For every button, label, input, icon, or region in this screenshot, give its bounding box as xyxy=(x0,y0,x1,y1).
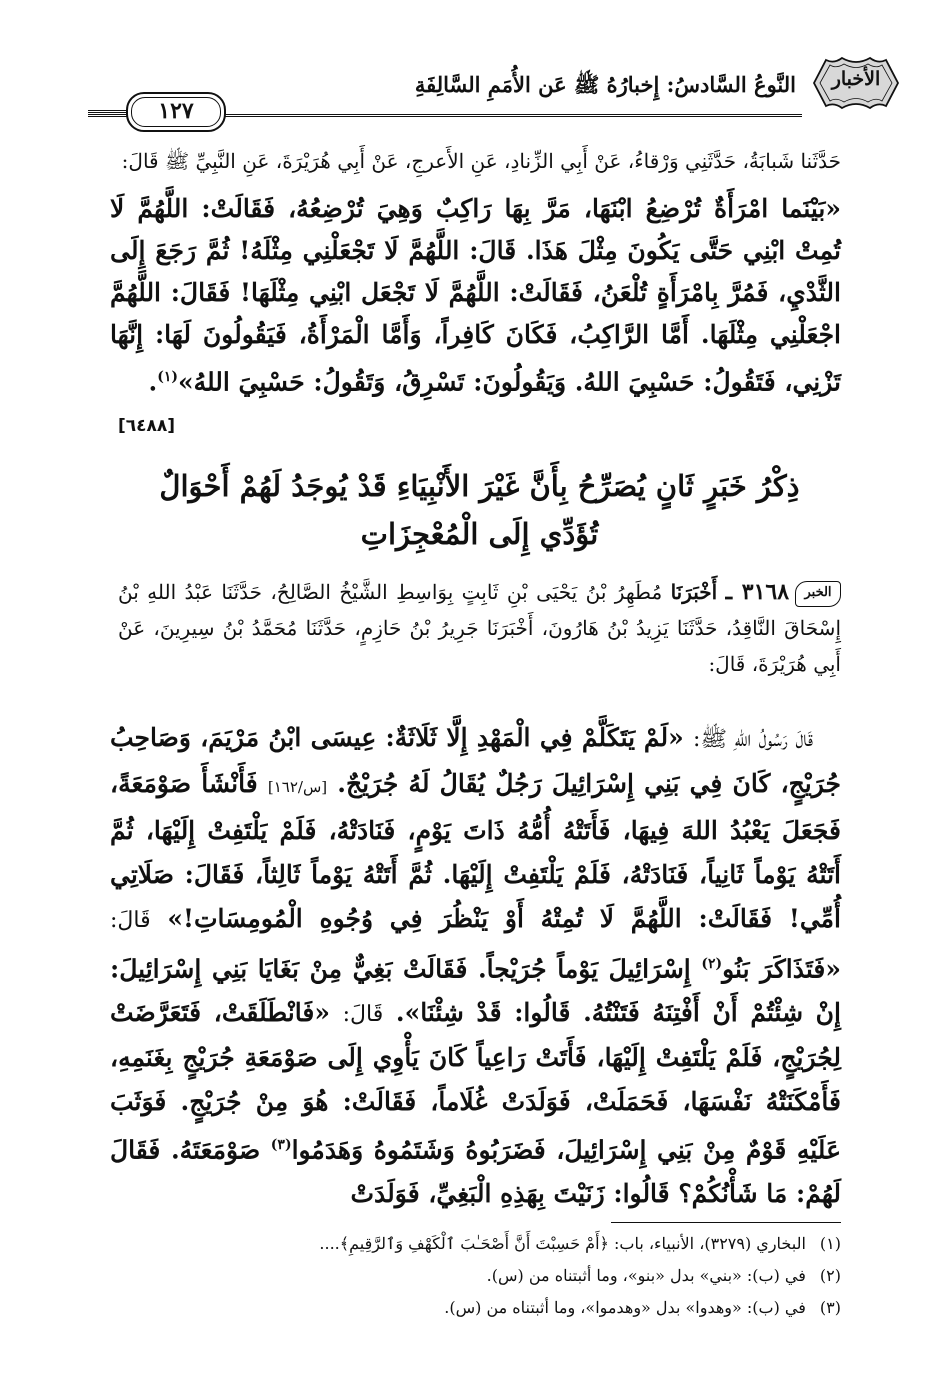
header-left-rule xyxy=(88,110,126,113)
section-badge-icon xyxy=(806,54,906,112)
isnad-paragraph-2 xyxy=(118,574,841,682)
hadith-number: ٣١٦٨ ـ xyxy=(725,579,790,605)
matn-d: إِسْرَائِيلَ يَوْماً جُرَيْجاً. فَقَالَتْ بَغِيٌّ مِنْ بَغَايَا بَنِي إِسْرَائِيلَ: إِنْ شِئْتُمْ أَنْ أَفْتِنَهُ فَتَنْتُهُ. قَالُوا: قَدْ شِئْنَا». xyxy=(110,953,841,1027)
footnote-number: (١) xyxy=(819,1234,841,1253)
matn-end: . xyxy=(148,367,158,397)
section-badge-label: الأخبار xyxy=(831,68,881,90)
hadith-marker-icon: الخبر xyxy=(795,581,841,607)
footnotes xyxy=(118,1228,841,1324)
footnote-text: البخاري (٣٢٧٩)، الأنبياء، باب: ﴿أَمْ حَسِبْتَ أَنَّ أَصْحَـٰبَ ٱلْكَهْفِ وَٱلرَّقِيمِ﴾.... xyxy=(319,1234,806,1253)
footnote-rule xyxy=(611,1222,841,1223)
heading-line-1: ذِكْرُ خَبَرٍ ثَانٍ يُصَرِّحُ بِأَنَّ غَيْرَ الأَنْبِيَاءِ قَدْ يُوجَدُ لَهُمْ أَحْوَالٌ xyxy=(159,469,800,503)
matn-c: «فَتَذَاكَرَ بَنُو xyxy=(722,953,841,983)
footnote-3 xyxy=(118,1292,841,1324)
qala-1: قَالَ: xyxy=(110,907,151,933)
page-marker: [س/١٦٢] xyxy=(267,777,328,796)
page-number: ١٢٧ xyxy=(126,92,226,132)
matn-e: «فَانْطَلَقَتْ، فَتَعَرَّضَتْ لِجُرَيْجٍ، فَلَمْ يَلْتَفِتْ إِلَيْهَا، فَأَتَتْ رَاعِياً كَانَ يَأْوِي إِلَى صَوْمَعَةِ جُرَيْجٍ بِغَنَمِهِ، فَأَمْكَنَتْهُ نَفْسَهَا، فَحَمَلَتْ، فَوَلَدَتْ غُلَاماً، فَقَالَتْ: هُوَ مِنْ جُرَيْجٍ. فَوَثَبَ عَلَيْهِ قَوْمٌ مِنْ بَنِي إِسْرَائِيلَ، فَضَرَبُوهُ وَشَتَمُوهُ وَهَدَمُوا xyxy=(110,997,841,1164)
footnote-text: في (ب): «بني» بدل «بنو»، وما أثبتناه من (س). xyxy=(486,1266,806,1285)
footnote-2 xyxy=(118,1260,841,1292)
footnote-number: (٣) xyxy=(819,1298,841,1317)
matn-f: صَوْمَعَتَهُ. فَقَالَ لَهُمْ: مَا شَأْنُكُمْ؟ قَالُوا: زَنَيْتَ بِهَذِهِ الْبَغِيِّ، فَوَلَدَتْ xyxy=(110,1134,841,1208)
footnote-ref: (١) xyxy=(157,369,178,385)
isnad-paragraph: حَدَّثَنا شَبابَةُ، حَدَّثَنِي وَرْقاءُ، عَنْ أَبِي الزِّنادِ، عَنِ الأَعرجِ، عَنْ أَبِي هُرَيْرَةَ، عَنِ النَّبِيِّ ﷺ قَالَ: xyxy=(121,149,841,173)
isnad-text: مُطَهِرُ بْنُ يَحْيَى بْنِ ثَابِتٍ بِوَاسِطِ الشَّيْخُ الصَّالِحُ، حَدَّثَنَا عَبْدُ اللهِ بْنُ إِسْحَاقَ النَّاقِدُ، حَدَّثَنَا يَزِيدُ بْنُ هَارُونَ، أَخْبَرَنَا جَرِيرُ بْنُ حَازِمٍ، حَدَّثَنَا مُحَمَّدُ بْنُ سِيرِينَ، عَنْ أَبِي هُرَيْرَةَ، قَالَ: xyxy=(118,580,841,676)
footnote-text: في (ب): «وهدوا» بدل «وهدموا»، وما أثبتناه من (س). xyxy=(444,1298,806,1317)
hadith-reference: [٦٤٨٨] xyxy=(118,416,176,436)
matn-paragraph-2 xyxy=(110,716,841,1215)
footnote-ref-2: (٢) xyxy=(701,955,723,972)
heading-line-2: تُؤَدِّي إِلَى الْمُعْجِزَاتِ xyxy=(360,517,599,551)
matn-intro: قَالَ رَسُولُ اللهِ ﷺ: xyxy=(693,727,814,752)
footnote-1 xyxy=(118,1228,841,1260)
matn-text: «بَيْنَما امْرَأَةٌ تُرْضِعُ ابْنَهَا، مَرَّ بِهَا رَاكِبٌ وَهِيَ تُرْضِعُهُ، فَقَالَتْ: اللَّهُمَّ لَا تُمِتْ ابْنِي حَتَّى يَكُونَ مِثْلَ هَذَا. قَالَ: اللَّهُمَّ لَا تَجْعَلْنِي مِثْلَهُ! ثُمَّ رَجَعَ إِلَى الثَّدْيِ، فَمُرَّ بِامْرَأَةٍ تُلْعَنُ، فَقَالَتْ: اللَّهُمَّ لَا تَجْعَل ابْنِي مِثْلَهَا! فَقَالَ: اللَّهُمَّ اجْعَلْنِي مِثْلَهَا. أَمَّا الرَّاكِبُ، فَكَانَ كَافِراً، وَأَمَّا الْمَرْأَةُ، فَيَقُولُونَ لَهَا: إِنَّهَا تَزْنِي، فَتَقُولُ: حَسْبِيَ اللهُ. وَيَقُولُونَ: تَسْرِقُ، وَتَقُولُ: حَسْبِيَ اللهُ» xyxy=(110,194,841,397)
footnote-ref-3: (٣) xyxy=(270,1136,292,1153)
running-title: النَّوعُ السَّادسُ: إِخبارُهُ ﷺ عَن الأُمَمِ السَّالِفَةِ xyxy=(414,72,796,97)
matn-a: «لَمْ يَتَكَلَّمْ فِي الْمَهْدِ إِلَّا ثَلَاثَةٌ: عِيسَى ابْنُ مَرْيَمَ، وَصَاحِبُ جُرَيْجٍ، كَانَ فِي بَنِي إِسْرَائِيلَ رَجُلٌ يُقَالُ لَهُ جُرَيْجٌ. xyxy=(110,723,841,798)
chapter-heading xyxy=(118,462,841,558)
matn-b: فَأَنْشَأَ صَوْمَعَةً، فَجَعَلَ يَعْبُدُ اللهَ فِيهَا، فَأَتَتْهُ أُمُّهُ ذَاتَ يَوْمٍ، فَنَادَتْهُ، فَلَمْ يَلْتَفِتْ إِلَيْهَا، ثُمَّ أَتَتْهُ يَوْماً ثَانِياً، فَنَادَتْهُ، فَلَمْ يَلْتَفِتْ إِلَيْهَا. ثُمَّ أَتَتْهُ يَوْماً ثَالِثاً، فَقَالَ: صَلَاتِي أُمِّي! فَقَالَتْ: اللَّهُمَّ لَا تُمِتْهُ أَوْ يَنْظُرَ فِي وُجُوهِ الْمُومِسَاتِ!» xyxy=(110,768,841,933)
footnote-number: (٢) xyxy=(819,1266,841,1285)
page-header xyxy=(88,52,888,122)
akhbarana-label: أَخْبَرَنَا xyxy=(670,580,718,604)
matn-paragraph xyxy=(110,188,841,403)
qala-2: قَالَ: xyxy=(342,1001,384,1027)
